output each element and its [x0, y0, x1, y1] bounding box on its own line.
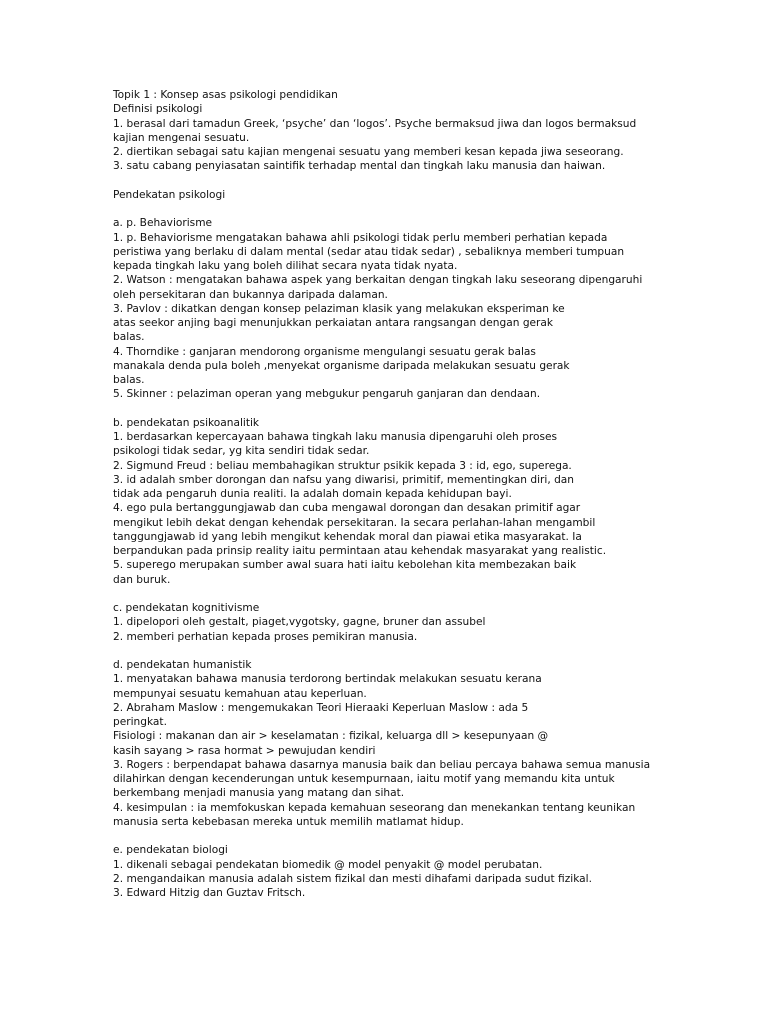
text-line: Fisiologi : makanan dan air > keselamatan : fizikal, keluarga dll > kesepunyaan @ [113, 730, 549, 743]
text-line: 1. menyatakan bahawa manusia terdorong bertindak melakukan sesuatu kerana [113, 673, 542, 686]
text-line: balas. [113, 331, 145, 344]
text-line: mempunyai sesuatu kemahuan atau keperluan. [113, 687, 367, 700]
text-line: 1. dipelopori oleh gestalt, piaget,vygotsky, gagne, bruner dan assubel [113, 616, 486, 629]
text-line: d. pendekatan humanistik [113, 659, 252, 671]
text-line: a. p. Behaviorisme [113, 217, 213, 230]
text-line: Definisi psikologi [113, 103, 203, 116]
text-line: 3. satu cabang penyiasatan saintifik terhadap mental dan tingkah laku manusia dan haiwan. [113, 160, 606, 173]
blank-line [113, 202, 673, 216]
text-line: kasih sayang > rasa hormat > pewujudan kendiri [113, 744, 376, 757]
text-line: 1. dikenali sebagai pendekatan biomedik @ model penyakit @ model perubatan. [113, 858, 543, 871]
text-line: berpandukan pada prinsip reality iaitu permintaan atau kehendak masyarakat yang realistic. [113, 545, 607, 557]
text-line: b. pendekatan psikoanalitik [113, 416, 260, 429]
text-line: 3. Pavlov : dikatkan dengan konsep pelaziman klasik yang melakukan eksperiman ke [113, 302, 565, 315]
text-line: manakala denda pula boleh ,menyekat organisme daripada melakukan sesuatu gerak [113, 359, 570, 372]
text-line: 5. superego merupakan sumber awal suara hati iaitu kebolehan kita membezakan baik [113, 559, 577, 572]
blank-line [113, 829, 673, 843]
text-line: 4. Thorndike : ganjaran mendorong organisme mengulangi sesuatu gerak balas [113, 345, 536, 358]
text-line: Topik 1 : Konsep asas psikologi pendidikan [113, 89, 338, 101]
text-line: 2. Watson : mengatakan bahawa aspek yang berkaitan dengan tingkah laku seseorang dipengaruhi [113, 274, 643, 287]
text-line: 3. id adalah smber dorongan dan nafsu yang diwarisi, primitif, mementingkan diri, dan [113, 473, 575, 486]
text-line: tanggungjawab id yang lebih mengikut kehendak moral dan piawai etika masyarakat. Ia [113, 530, 582, 543]
text-line: 3. Rogers : berpendapat bahawa dasarnya manusia baik dan beliau percaya bahawa semua manusia [113, 758, 651, 771]
blank-line [113, 402, 673, 416]
text-line: dan buruk. [113, 573, 171, 586]
text-line: 4. ego pula bertanggungjawab dan cuba mengawal dorongan dan desakan primitif agar [113, 502, 581, 515]
text-line: tidak ada pengaruh dunia realiti. Ia adalah domain kepada kehidupan bayi. [113, 488, 512, 500]
text-line: peristiwa yang berlaku di dalam mental (sedar atau tidak sedar) , sebaliknya memberi tumpuan [113, 245, 625, 258]
text-line: 1. berdasarkan kepercayaan bahawa tingkah laku manusia dipengaruhi oleh proses [113, 431, 558, 443]
text-line: e. pendekatan biologi [113, 844, 228, 857]
text-line: manusia serta kebebasan mereka untuk memilih matlamat hidup. [113, 815, 464, 828]
text-line: 2. diertikan sebagai satu kajian mengenai sesuatu yang memberi kesan kepada jiwa seseorang. [113, 146, 624, 158]
text-line: 1. berasal dari tamadun Greek, ‘psyche’ dan ‘logos’. Psyche bermaksud jiwa dan logos bermaksud [113, 117, 637, 130]
text-line: kajian mengenai sesuatu. [113, 131, 250, 144]
text-line: 5. Skinner : pelaziman operan yang mebgukur pengaruh ganjaran dan dendaan. [113, 388, 541, 401]
blank-line [113, 644, 673, 658]
text-line: peringkat. [113, 716, 167, 728]
text-line: Pendekatan psikologi [113, 188, 226, 201]
text-line: mengikut lebih dekat dengan kehendak persekitaran. Ia secara perlahan-lahan mengambil [113, 516, 596, 529]
text-line: kepada tingkah laku yang boleh dilihat secara nyata tidak nyata. [113, 260, 458, 272]
blank-line [113, 587, 673, 601]
text-line: atas seekor anjing bagi menunjukkan perkaiatan antara rangsangan dengan gerak [113, 317, 554, 329]
text-line: 2. memberi perhatian kepada proses pemikiran manusia. [113, 630, 418, 643]
text-line: psikologi tidak sedar, yg kita sendiri tidak sedar. [113, 445, 370, 458]
text-line: dilahirkan dengan kecenderungan untuk kesempurnaan, iaitu motif yang memandu kita untuk [113, 773, 615, 785]
text-line: 4. kesimpulan : ia memfokuskan kepada kemahuan seseorang dan menekankan tentang keunikan [113, 801, 636, 814]
text-line: 1. p. Behaviorisme mengatakan bahawa ahli psikologi tidak perlu memberi perhatian kepada [113, 231, 608, 244]
text-line: balas. [113, 374, 145, 386]
text-line: 3. Edward Hitzig dan Guztav Fritsch. [113, 887, 306, 899]
document-body [113, 88, 673, 900]
text-line: c. pendekatan kognitivisme [113, 602, 260, 614]
blank-line [113, 174, 673, 188]
text-line: 2. Sigmund Freud : beliau membahagikan struktur psikik kepada 3 : id, ego, superega. [113, 459, 572, 472]
text-line: oleh persekitaran dan bukannya daripada dalaman. [113, 288, 388, 301]
text-line: 2. mengandaikan manusia adalah sistem fizikal dan mesti dihafami daripada sudut fizikal. [113, 872, 592, 885]
text-line: berkembang menjadi manusia yang matang dan sihat. [113, 787, 405, 800]
text-line: 2. Abraham Maslow : mengemukakan Teori Hieraaki Keperluan Maslow : ada 5 [113, 701, 529, 714]
